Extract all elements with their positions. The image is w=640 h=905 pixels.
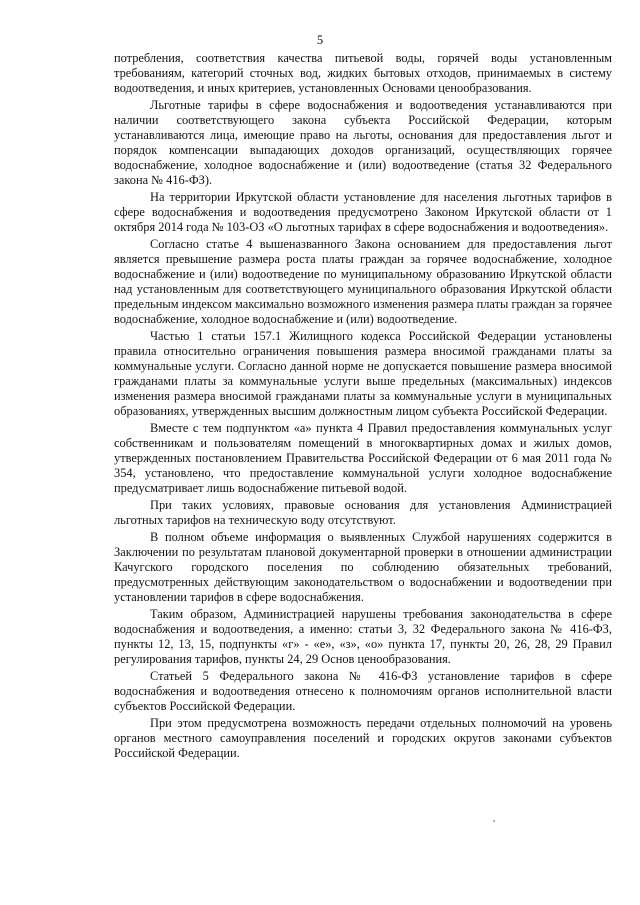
- document-body: [114, 51, 612, 761]
- paragraph-utility-rules: Вместе с тем подпунктом «а» пункта 4 Правил предоставления коммунальных услуг собственникам и пользователям помещений в многоквартирных домах и жилых домов, утвержденных постановлением Правительства Российской Федерации от 6 мая 2011 года № 354, установлено, что предоставление коммунальной услуги холодное водоснабжение предусматривает лишь водоснабжение питьевой водой.: [114, 421, 612, 495]
- paragraph-article-4: Согласно статье 4 вышеназванного Закона основанием для предоставления льгот является превышение размера роста платы граждан за горячее водоснабжение, холодное водоснабжение и (или) водоотведение по муниципальному образованию Иркутской области над установленным для соответствующего муниципального образования Иркутской области предельным индексом максимально возможного изменения размера платы граждан за горячее водоснабжение, холодное водоснабжение и (или) водоотведение.: [114, 237, 612, 326]
- paragraph-violations: Таким образом, Администрацией нарушены требования законодательства в сфере водоснабжения и водоотведения, а именно: статьи 3, 32 Федерального закона № 416-ФЗ, пункты 12, 13, 15, подпункты «г» - «е», «з», «о» пункта 17, пункты 20, 26, 28, 29 Правил регулирования тарифов, пункты 24, 29 Основ ценообразования.: [114, 607, 612, 666]
- paragraph-continuation: потребления, соответствия качества питьевой воды, горячей воды установленным требованиям, категорий сточных вод, жидких бытовых отходов, принимаемых в систему водоотведения, и иных критериев, установленных Основами ценообразования.: [114, 51, 612, 95]
- paragraph-housing-code: Частью 1 статьи 157.1 Жилищного кодекса Российской Федерации установлены правила относительно ограничения повышения размера вносимой гражданами платы за коммунальные услуги. Согласно данной норме не допускается повышение размера вносимой гражданами платы за коммунальные услуги выше предельных (максимальных) индексов изменения размера вносимой гражданами платы за коммунальные услуги в муниципальных образованиях, утвержденных высшим должностным лицом субъекта Российской Федерации.: [114, 329, 612, 418]
- paragraph-irkutsk-law: На территории Иркутской области установление для населения льготных тарифов в сфере водоснабжения и водоотведения предусмотрено Законом Иркутской области от 1 октября 2014 года № 103-ОЗ «О льготных тарифах в сфере водоснабжения и водоотведения».: [114, 190, 612, 234]
- paragraph-preferential-tariffs: Льготные тарифы в сфере водоснабжения и водоотведения устанавливаются при наличии соответствующего закона субъекта Российской Федерации, которым устанавливаются лица, имеющие право на льготы, основания для предоставления льгот и порядок компенсации выпадающих доходов организаций, осуществляющих горячее водоснабжение, холодное водоснабжение и (или) водоотведение (статья 32 Федерального закона № 416-ФЗ).: [114, 98, 612, 187]
- paragraph-legal-grounds: При таких условиях, правовые основания для установления Администрацией льготных тарифов на техническую воду отсутствуют.: [114, 498, 612, 527]
- paragraph-inspection-conclusion: В полном объеме информация о выявленных Службой нарушениях содержится в Заключении по результатам плановой документарной проверки в отношении администрации Качугского городского поселения по соблюдению обязательных требований, предусмотренных действующим законодательством о водоснабжении и водоотведении при установлении тарифов в сфере водоснабжения.: [114, 530, 612, 604]
- scan-speck: [493, 820, 495, 822]
- paragraph-delegation: При этом предусмотрена возможность передачи отдельных полномочий на уровень органов местного самоуправления поселений и городских округов законами субъектов Российской Федерации.: [114, 716, 612, 760]
- page-number: 5: [316, 33, 324, 47]
- paragraph-article-5: Статьей 5 Федерального закона № 416-ФЗ установление тарифов в сфере водоснабжения и водоотведения отнесено к полномочиям органов исполнительной власти субъектов Российской Федерации.: [114, 669, 612, 713]
